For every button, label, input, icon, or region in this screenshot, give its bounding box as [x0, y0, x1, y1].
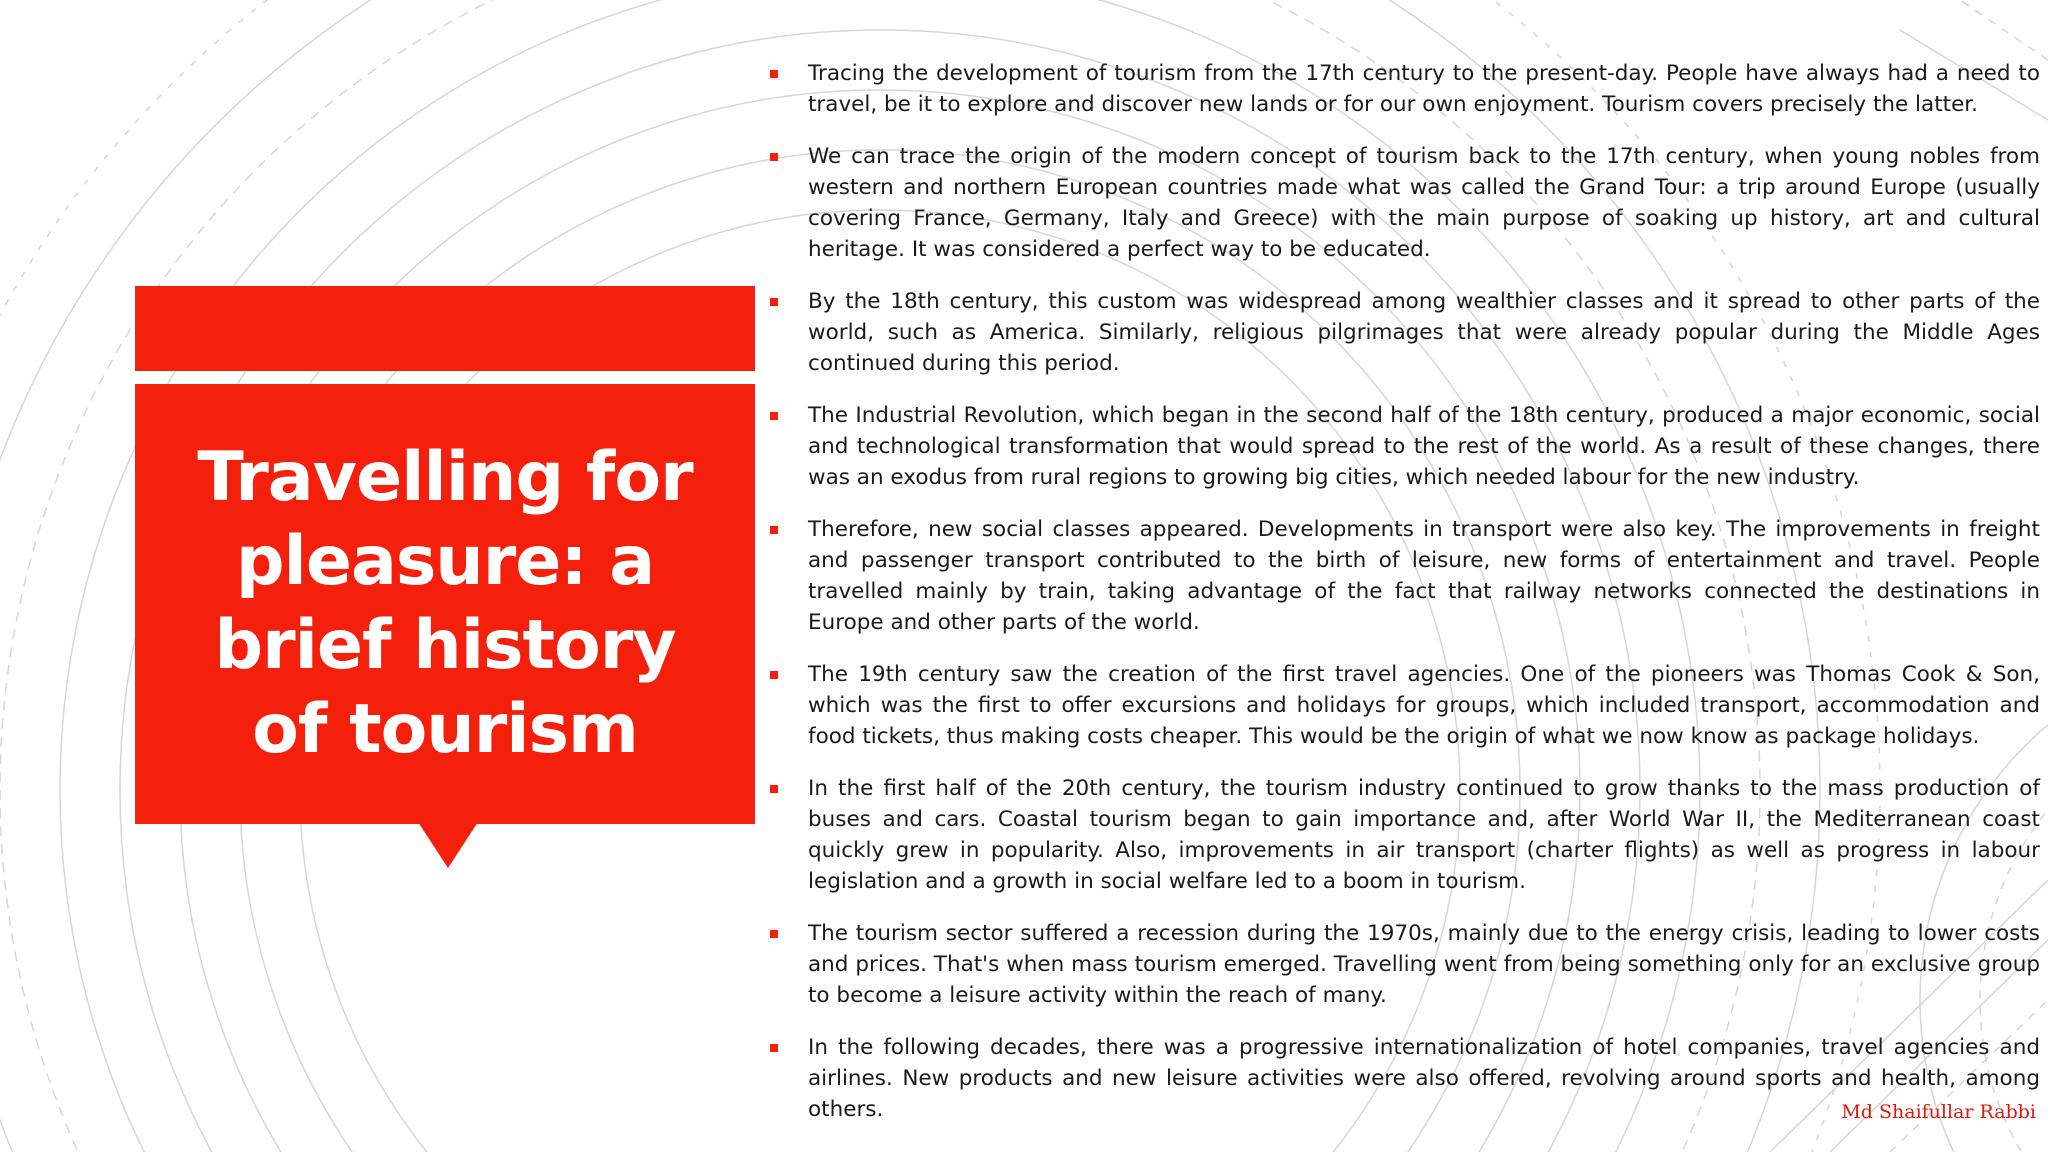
square-bullet-icon: [770, 70, 778, 78]
bullet-item: [770, 918, 2040, 1011]
author-credit: Md Shaifullar Rabbi: [1841, 1101, 2036, 1123]
square-bullet-icon: [770, 671, 778, 679]
square-bullet-icon: [770, 298, 778, 306]
square-bullet-icon: [770, 153, 778, 161]
bullet-item: [770, 400, 2040, 493]
bullet-text: We can trace the origin of the modern concept of tourism back to the 17th century, when young nobles from western and northern European countries made what was called the Grand Tour: a trip around Europe (usually covering France, Germany, Italy and Greece) with the main purpose of soaking up history, art and cultural heritage. It was considered a perfect way to be educated.: [808, 144, 2040, 262]
title-pointer: [418, 822, 478, 868]
bullet-item: [770, 58, 2040, 120]
title-box: [135, 384, 755, 824]
bullet-list: [770, 58, 2040, 1125]
bullet-item: [770, 141, 2040, 265]
square-bullet-icon: [770, 785, 778, 793]
square-bullet-icon: [770, 412, 778, 420]
bullet-item: [770, 659, 2040, 752]
bullet-text: Therefore, new social classes appeared. Developments in transport were also key. The improvements in freight and passenger transport contributed to the birth of leisure, new forms of entertainment and travel. People travelled mainly by train, taking advantage of the fact that railway networks connected the destinations in Europe and other parts of the world.: [808, 517, 2040, 635]
bullet-item: [770, 773, 2040, 897]
bullet-text: By the 18th century, this custom was widespread among wealthier classes and it spread to other parts of the world, such as America. Similarly, religious pilgrimages that were already popular during the Middle Ages continued during this period.: [808, 289, 2040, 376]
bullet-text: The tourism sector suffered a recession during the 1970s, mainly due to the energy crisis, leading to lower costs and prices. That's when mass tourism emerged. Travelling went from being something only for an exclusive group to become a leisure activity within the reach of many.: [808, 921, 2040, 1008]
square-bullet-icon: [770, 526, 778, 534]
bullet-text: Tracing the development of tourism from the 17th century to the present-day. People have always had a need to travel, be it to explore and discover new lands or for our own enjoyment. Tourism covers precisely the latter.: [808, 61, 2040, 117]
square-bullet-icon: [770, 930, 778, 938]
title-accent-bar: [135, 286, 755, 371]
bullet-text: The Industrial Revolution, which began in the second half of the 18th century, produced a major economic, social and technological transformation that would spread to the rest of the world. As a result of these changes, there was an exodus from rural regions to growing big cities, which needed labour for the new industry.: [808, 403, 2040, 490]
square-bullet-icon: [770, 1044, 778, 1052]
bullet-item: [770, 514, 2040, 638]
bullet-text: In the following decades, there was a progressive internationalization of hotel companies, travel agencies and airlines. New products and new leisure activities were also offered, revolving around sports and health, among others.: [808, 1035, 2040, 1122]
bullet-text: In the first half of the 20th century, the tourism industry continued to grow thanks to the mass production of buses and cars. Coastal tourism began to gain importance and, after World War II, the Mediterranean coast quickly grew in popularity. Also, improvements in air transport (charter flights) as well as progress in labour legislation and a growth in social welfare led to a boom in tourism.: [808, 776, 2040, 894]
bullet-item: [770, 286, 2040, 379]
slide-title: Travelling for pleasure: a brief history of tourism: [197, 438, 693, 769]
content-area: [770, 58, 2040, 1146]
bullet-text: The 19th century saw the creation of the first travel agencies. One of the pioneers was Thomas Cook & Son, which was the first to offer excursions and holidays for groups, which included transport, accommodation and food tickets, thus making costs cheaper. This would be the origin of what we now know as package holidays.: [808, 662, 2040, 749]
